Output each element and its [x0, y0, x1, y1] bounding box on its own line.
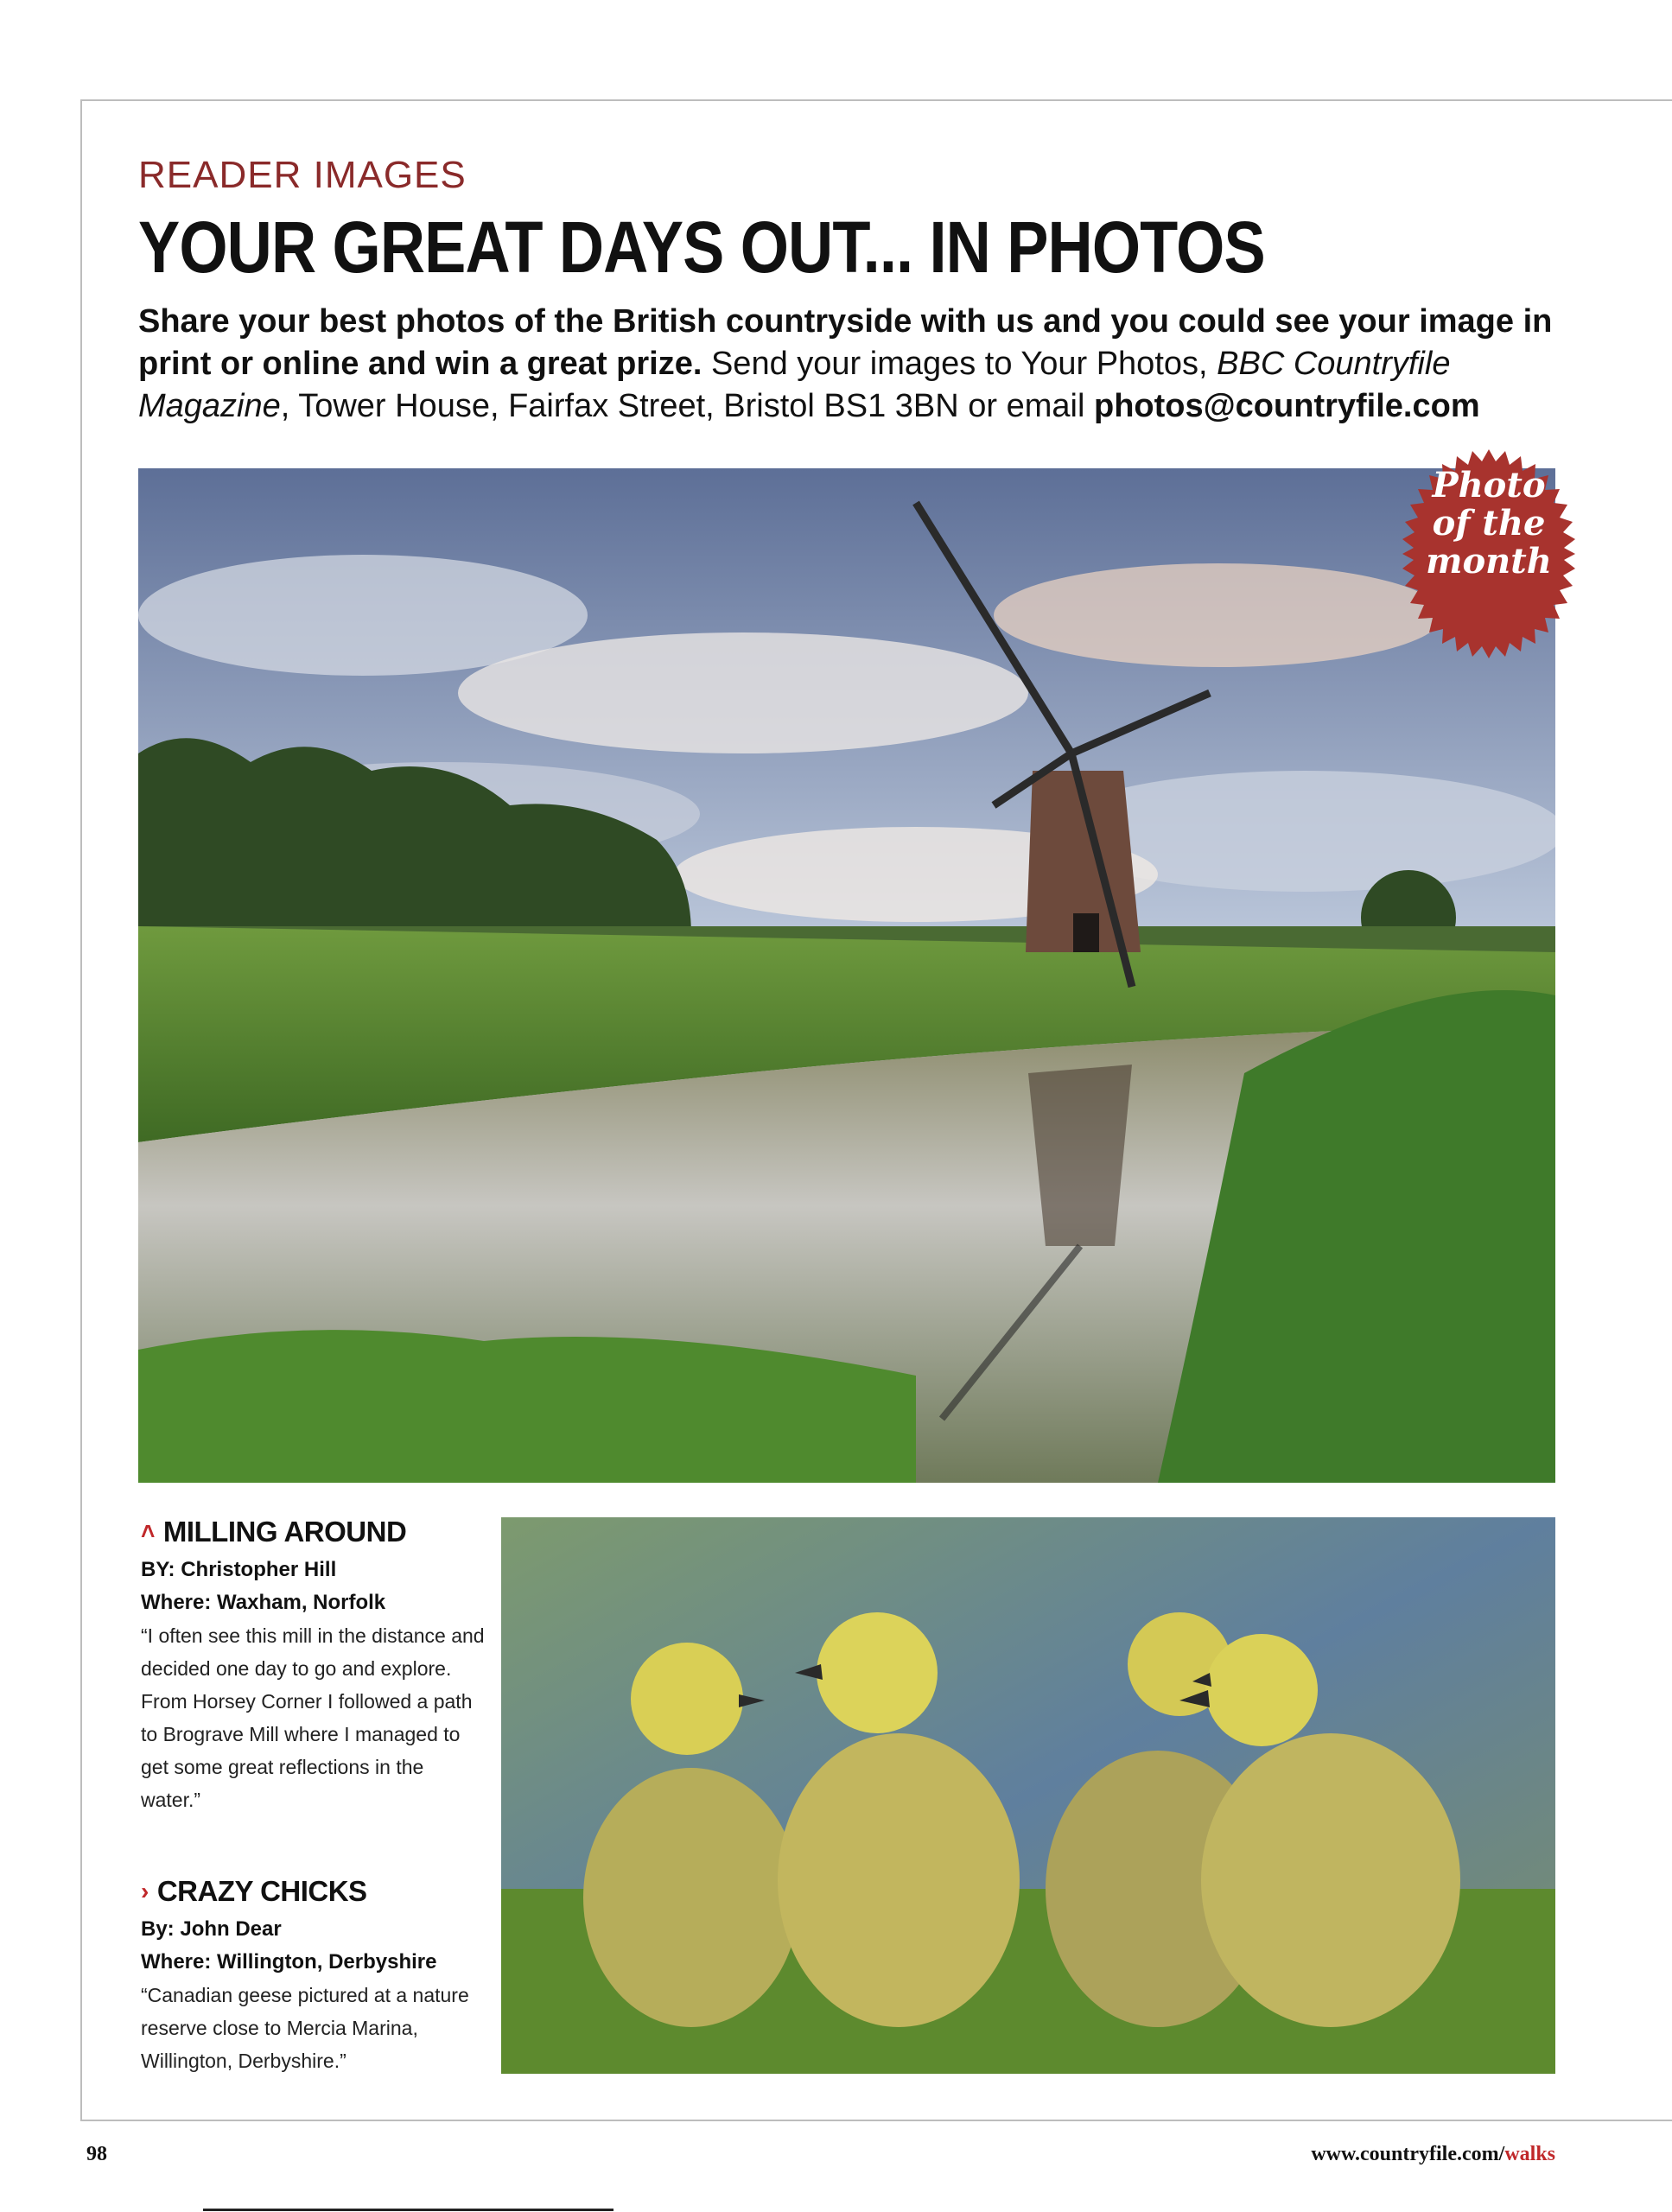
section-label: READER IMAGES: [138, 154, 467, 196]
badge-line-2: of the: [1432, 503, 1546, 543]
windmill-scene: [138, 468, 1555, 1483]
footer-url[interactable]: [1311, 2143, 1555, 2166]
badge-line-1: Photo: [1432, 465, 1546, 505]
caption-location: Where: Waxham, Norfolk: [141, 1591, 386, 1614]
badge-line-3: month: [1426, 541, 1552, 582]
goslings-scene: [501, 1517, 1555, 2074]
footer-rule: [203, 2209, 613, 2211]
intro-email[interactable]: photos@countryfile.com: [1093, 388, 1480, 424]
caption-quote: “Canadian geese pictured at a nature reserve close to Mercia Marina, Willington, Derbyshire.”: [141, 1984, 469, 2072]
page-headline: YOUR GREAT DAYS OUT... IN PHOTOS: [138, 207, 1265, 288]
goslings-photo: [501, 1517, 1555, 2074]
right-arrow-icon: ›: [141, 1878, 149, 1904]
caption-byline: By: John Dear: [141, 1917, 282, 1941]
windmill-photo: [138, 468, 1555, 1483]
footer-url-main: www.countryfile.com/: [1311, 2143, 1505, 2165]
caption-byline: BY: Christopher Hill: [141, 1558, 337, 1581]
badge-text: [1383, 467, 1595, 581]
caption-title: CRAZY CHICKS: [156, 1875, 367, 1907]
caption-milling-around: [141, 1516, 486, 1816]
intro-magazine-word: Magazine: [138, 388, 281, 424]
intro-magazine-name: BBC Countryfile: [1217, 346, 1451, 382]
page-number: 98: [86, 2143, 107, 2165]
caption-title: MILLING AROUND: [162, 1516, 407, 1548]
intro-paragraph: [138, 301, 1564, 428]
intro-send: Send your images to Your Photos,: [702, 346, 1217, 382]
up-arrow-icon: ˄: [141, 1518, 155, 1545]
intro-address: , Tower House, Fairfax Street, Bristol BS1 3BN or email: [280, 388, 1094, 424]
footer-url-section: walks: [1504, 2143, 1555, 2165]
caption-quote: “I often see this mill in the distance and decided one day to go and explore. From Horsey Corner I followed a path to Brograve Mill where I managed to get some great reflections in the water.”: [141, 1624, 485, 1811]
intro-bold: Share your best photos of the British countryside with us and you could see your image in print or online and win a great prize.: [138, 303, 1553, 382]
caption-crazy-chicks: [141, 1875, 486, 2077]
caption-location: Where: Willington, Derbyshire: [141, 1950, 437, 1974]
